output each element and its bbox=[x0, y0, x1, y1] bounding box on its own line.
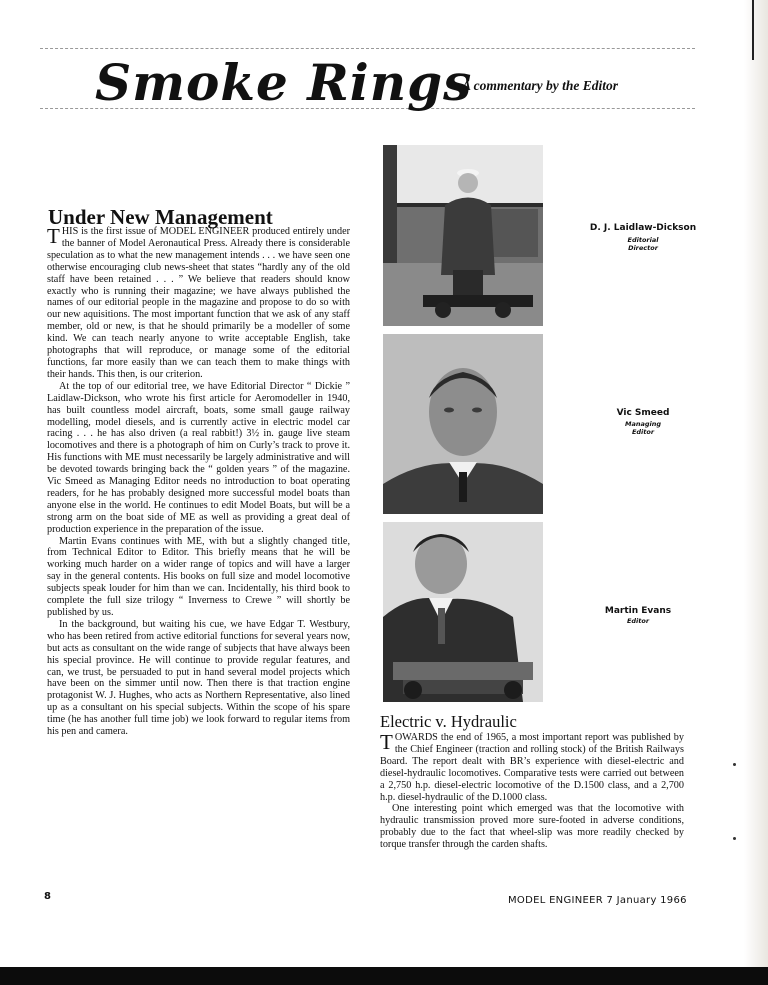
caption-name: Martin Evans bbox=[604, 606, 672, 616]
page-edge bbox=[744, 0, 768, 985]
article-body-electric bbox=[380, 732, 684, 851]
drop-cap: T bbox=[380, 730, 393, 754]
article-body-management bbox=[47, 226, 350, 738]
photo-laidlaw-dickson bbox=[383, 145, 543, 326]
paragraph-text: HIS is the first issue of MODEL ENGINEER produced entirely under the banner of Model Aeronautical Press. Already there is considerable speculation as to what the new management intends . . . we have seen one otherwise encouraging club news-sheet that states “hardly any of the old staff have been retained . . . ” We believe that readers should know exactly who is running their magazine; we have always published the names of our editorial people in the magazine and propose to do so with our new aquisitions. The most important function that we ask of any staff member, old or new, is that he should primarily be a modeller of some kind. We can teach nearly anyone to write acceptable English, take photographs that will reproduce, or manage some of the editorial functions, far more easily than we can teach them to make things with their hands. This then, is our criterion. bbox=[47, 226, 350, 380]
article-heading-electric: Electric v. Hydraulic bbox=[380, 712, 517, 731]
paragraph: In the background, but waiting his cue, we have Edgar T. Westbury, who has been retired from active editorial functions for several years now, but acts as consultant on the wide range of subjects that have always been his special province. He will continue to provide regular features, and can, we trust, be persuaded to put in hand several model projects which have been on the simmer until now. Then there is that traction engine protagonist W. J. Hughes, who acts as Northern Representative, also lined up as a consultant on his special subjects. Within the scope of his spare time (he has another full time job) we look forward to regular items from his pen and camera. bbox=[47, 618, 350, 738]
caption-role-line: Director bbox=[628, 244, 658, 252]
paragraph bbox=[47, 226, 350, 381]
paragraph: At the top of our editorial tree, we have Editorial Director “ Dickie ” Laidlaw-Dickson, who wrote his first article for Aeromodeller in 1940, has built countless model aircraft, boats, some small gauge railway modelling, model diesels, and is currently active in electric model car racing . . . he has also driven (a real rabbit!) 3½ in. gauge live steam locomotives and there is a photograph of him on Curly’s track to prove it. His functions with ME must necessarily be largely administrative and will be devoted towards bringing back the “ golden years ” of the magazine. Vic Smeed as Managing Editor needs no introduction to boat operating readers, for he has probably designed more successful model boats than anyone else in the world. He continues to edit Model Boats, but will be a strong arm on the boat side of ME as well as providing a great deal of production experience in the preparation of the issue. bbox=[47, 380, 350, 535]
caption-role-line: Editorial bbox=[627, 236, 659, 244]
caption-role: Editor bbox=[626, 617, 650, 625]
paragraph: Martin Evans continues with ME, with but a slightly changed title, from Technical Editor to Editor. This briefly means that he will be working much harder on a wider range of topics and will have a larger say in the general contents. His books on full size and model locomotive subjects speak louder for him than we can. Incidentally, his third book to complete the full size trilogy “ Inverness to Crewe ” will shortly be published by us. bbox=[47, 535, 350, 618]
caption-role bbox=[573, 420, 713, 436]
paragraph-text: OWARDS the end of 1965, a most important report was published by the Chief Engineer (traction and rolling stock) of the British Railways Board. The report dealt with BR’s experience with diesel-electric and diesel-hydraulic locomotives. Comparative tests were carried out between a 2,750 h.p. diesel-electric locomotive of the D.1500 class, and a 2,700 h.p. diesel-hydraulic of the D.1000 class. bbox=[380, 732, 684, 803]
drop-cap: T bbox=[47, 224, 60, 248]
header-rule-top bbox=[40, 48, 695, 49]
masthead-tagline: A commentary by the Editor bbox=[462, 78, 619, 93]
binding-mark bbox=[752, 0, 754, 60]
photo-martin-evans bbox=[383, 522, 543, 702]
caption-role-line: Editor bbox=[631, 428, 655, 436]
paragraph bbox=[380, 732, 684, 803]
page-speck bbox=[733, 763, 736, 766]
footer-publication: MODEL ENGINEER 7 January 1966 bbox=[508, 895, 687, 906]
page-number: 8 bbox=[44, 891, 51, 902]
caption-name: D. J. Laidlaw-Dickson bbox=[589, 223, 697, 233]
page-speck bbox=[733, 837, 736, 840]
article-heading-management: Under New Management bbox=[48, 205, 273, 229]
masthead-title: Smoke Rings bbox=[95, 53, 473, 112]
caption-name: Vic Smeed bbox=[616, 408, 670, 418]
caption-role bbox=[573, 236, 713, 252]
paragraph: One interesting point which emerged was that the locomotive with hydraulic transmission proved more sure-footed in adverse conditions, probably due to the fact that wheel-slip was more readily checked by torque transfer through the carden shafts. bbox=[380, 803, 684, 851]
scan-border bbox=[0, 967, 768, 985]
caption-role-line: Managing bbox=[624, 420, 662, 428]
photo-vic-smeed bbox=[383, 334, 543, 514]
